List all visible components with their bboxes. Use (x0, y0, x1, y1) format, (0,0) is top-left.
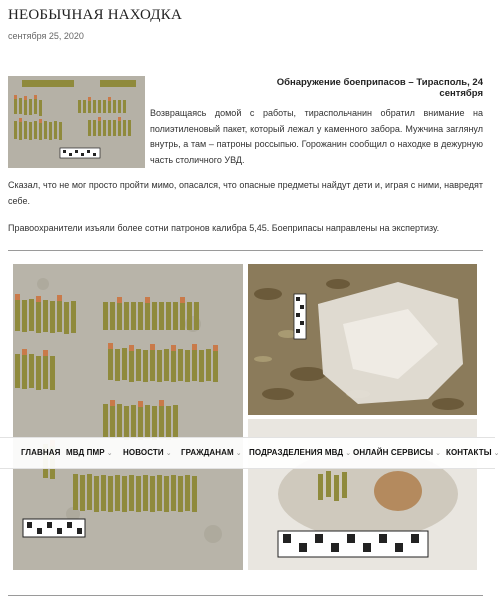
nav-item-departments[interactable] (249, 438, 351, 468)
article-paragraph-2: Сказал, что не мог просто пройти мимо, опасался, что опасные предметы найдут дети и, играя с ними, навредят себе. (8, 180, 483, 206)
nav-item-label: МВД ПМР (66, 448, 105, 457)
nav-item-label: ГЛАВНАЯ (21, 448, 61, 457)
gallery-photo-cartridges[interactable] (13, 264, 243, 570)
nav-item-citizens[interactable] (181, 438, 242, 468)
nav-item-home[interactable] (21, 438, 61, 468)
article-thumbnail[interactable] (8, 76, 145, 168)
nav-item-mvd-pmr[interactable] (66, 438, 113, 468)
nav-item-label: ПОДРАЗДЕЛЕНИЯ МВД (249, 448, 344, 457)
chevron-down-icon: ⌄ (165, 450, 172, 457)
main-navigation (0, 437, 500, 469)
nav-item-contacts[interactable] (446, 438, 500, 468)
gallery-photo-bag-in-leaves[interactable] (248, 264, 477, 415)
divider (8, 595, 483, 596)
post-date: сентября 25, 2020 (8, 31, 84, 41)
nav-item-label: КОНТАКТЫ (446, 448, 492, 457)
nav-item-label: НОВОСТИ (123, 448, 164, 457)
nav-item-online-services[interactable] (353, 438, 441, 468)
article-paragraph-1: Возвращаясь домой с работы, тираспольчанин обратил внимание на полиэтиленовый пакет, который лежал у каменного забора. Мужчина заглянул внутрь, а там – патроны россыпью. Горожанин сообщил о находке в дежурную часть столичного УВД. (150, 108, 483, 165)
article-subheading: Обнаружение боеприпасов – Тирасполь, 24 сентября (276, 77, 483, 99)
nav-item-label: ОНЛАЙН СЕРВИСЫ (353, 448, 434, 457)
chevron-down-icon: ⌄ (493, 450, 500, 457)
chevron-down-icon: ⌄ (106, 450, 113, 457)
nav-item-label: ГРАЖДАНАМ (181, 448, 234, 457)
chevron-down-icon: ⌄ (345, 450, 352, 457)
divider (8, 250, 483, 251)
chevron-down-icon: ⌄ (435, 450, 442, 457)
nav-item-news[interactable] (123, 438, 172, 468)
chevron-down-icon: ⌄ (235, 450, 242, 457)
article-paragraph-3: Правоохранители изъяли более сотни патронов калибра 5,45. Боеприпасы направлены на экспертизу. (8, 223, 440, 233)
page-title: НЕОБЫЧНАЯ НАХОДКА (8, 7, 182, 23)
